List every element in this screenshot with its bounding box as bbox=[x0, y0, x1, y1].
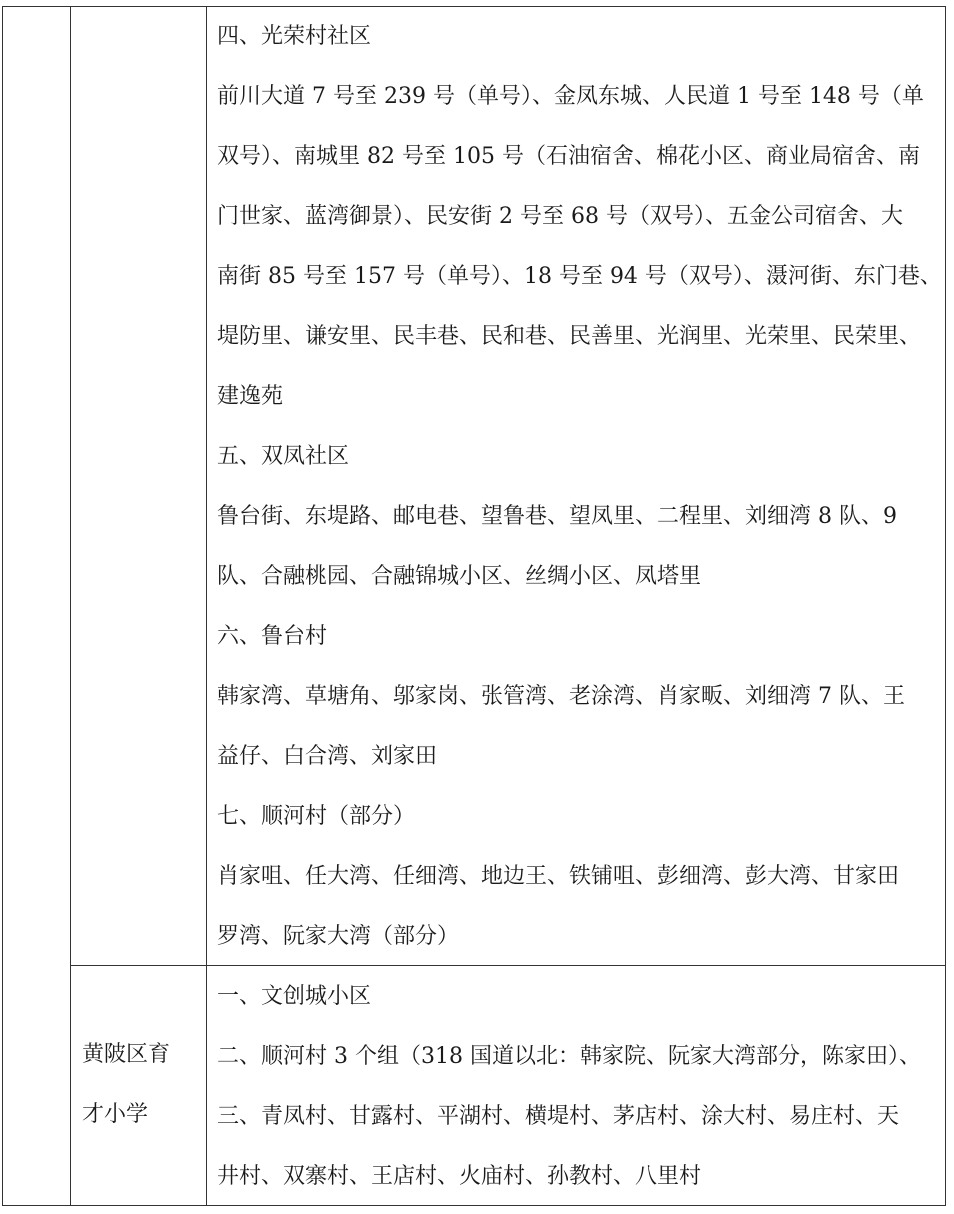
school-name-line-1: 黄陂区育 bbox=[82, 1042, 171, 1067]
row1-text-line: 益仔、白合湾、刘家田 bbox=[217, 744, 438, 769]
row1-text-line: 前川大道 7 号至 239 号（单号）、金凤东城、人民道 1 号至 148 号（单 bbox=[217, 84, 924, 109]
row1-text-line: 五、双凤社区 bbox=[217, 444, 350, 469]
row1-text-line: 双号）、南城里 82 号至 105 号（石油宿舍、棉花小区、商业局宿舍、南 bbox=[217, 144, 920, 169]
row1-text-line: 门世家、蓝湾御景）、民安街 2 号至 68 号（双号）、五金公司宿舍、大 bbox=[217, 204, 903, 229]
row1-text-line: 鲁台街、东堤路、邮电巷、望鲁巷、望凤里、二程里、刘细湾 8 队、9 bbox=[217, 504, 897, 529]
row1-text-line: 队、合融桃园、合融锦城小区、丝绸小区、凤塔里 bbox=[217, 564, 702, 589]
row2-text-line: 二、顺河村 3 个组（318 国道以北：韩家院、阮家大湾部分，陈家田）、 bbox=[217, 1044, 921, 1069]
row1-text-line: 四、光荣村社区 bbox=[217, 24, 372, 49]
row1-text-line: 肖家咀、任大湾、任细湾、地边王、铁铺咀、彭细湾、彭大湾、甘家田 bbox=[217, 864, 900, 889]
table-frame bbox=[2, 6, 946, 1206]
row2-text-line: 三、青凤村、甘露村、平湖村、横堤村、茅店村、涂大村、易庄村、天 bbox=[217, 1104, 900, 1129]
row1-text-line: 南街 85 号至 157 号（单号）、18 号至 94 号（双号）、滠河街、东门巷、 bbox=[217, 264, 942, 289]
row1-text-line: 建逸苑 bbox=[217, 384, 284, 409]
column-divider-2 bbox=[206, 6, 207, 1206]
row1-text-line: 七、顺河村（部分） bbox=[217, 804, 416, 829]
column-divider-1 bbox=[70, 6, 71, 1206]
school-name-line-2: 才小学 bbox=[82, 1102, 149, 1127]
row2-text-line: 井村、双寨村、王店村、火庙村、孙教村、八里村 bbox=[217, 1164, 702, 1189]
row-divider bbox=[70, 965, 946, 966]
row2-text-line: 一、文创城小区 bbox=[217, 984, 372, 1009]
row1-text-line: 韩家湾、草塘角、邬家岗、张管湾、老涂湾、肖家畈、刘细湾 7 队、王 bbox=[217, 684, 905, 709]
row1-text-line: 六、鲁台村 bbox=[217, 624, 328, 649]
row1-text-line: 罗湾、阮家大湾（部分） bbox=[217, 924, 460, 949]
row1-text-line: 堤防里、谦安里、民丰巷、民和巷、民善里、光润里、光荣里、民荣里、 bbox=[217, 324, 922, 349]
